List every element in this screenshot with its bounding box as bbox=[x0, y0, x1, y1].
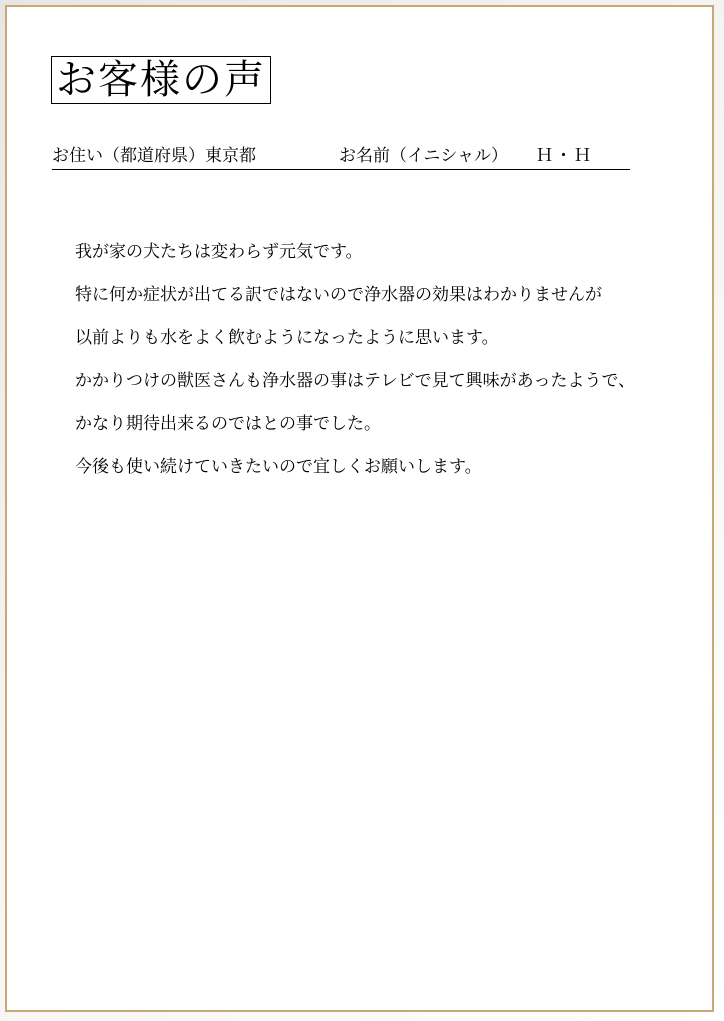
testimonial-line-2: 特に何か症状が出てる訳ではないので浄水器の効果はわかりませんが bbox=[75, 285, 602, 304]
title-box bbox=[51, 56, 271, 104]
document-page bbox=[5, 5, 714, 1012]
page-title: お客様の声 bbox=[56, 57, 266, 102]
testimonial-body bbox=[75, 230, 675, 488]
testimonial-line-5: かなり期待出来るのではとの事でした。 bbox=[75, 414, 381, 433]
testimonial-line-1: 我が家の犬たちは変わらず元気です。 bbox=[75, 242, 363, 261]
testimonial-line-4: かかりつけの獣医さんも浄水器の事はテレビで見て興味があったようで、 bbox=[75, 371, 636, 390]
residence-label: お住い（都道府県） bbox=[52, 146, 205, 165]
testimonial-line-6: 今後も使い続けていきたいので宜しくお願いします。 bbox=[75, 457, 482, 476]
field-line bbox=[52, 145, 630, 170]
name-value: Ｈ・Ｈ bbox=[535, 146, 593, 165]
name-label: お名前（イニシャル） bbox=[339, 146, 508, 165]
testimonial-line-3: 以前よりも水をよく飲むようになったように思います。 bbox=[75, 328, 499, 347]
residence-value: 東京都 bbox=[205, 146, 256, 165]
